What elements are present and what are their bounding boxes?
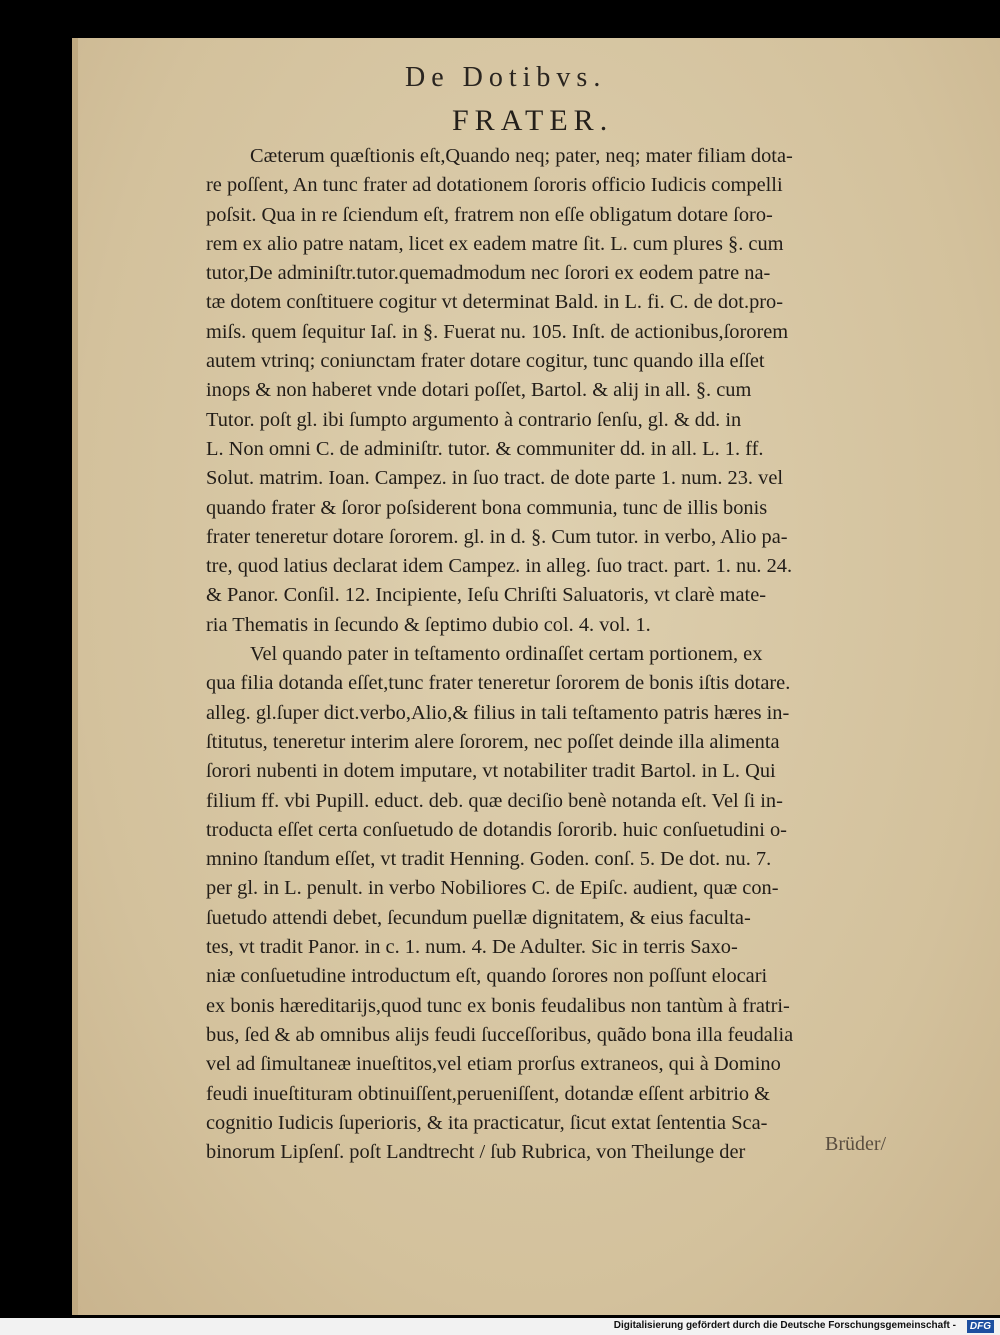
text-line: ex bonis hæreditarijs,quod tunc ex bonis feudalibus non tantùm à fratri- xyxy=(206,994,790,1017)
body-text xyxy=(206,142,906,1167)
text-line: frater teneretur dotare ſororem. gl. in d. §. Cum tutor. in verbo, Alio pa- xyxy=(206,525,788,548)
text-line: troducta eſſet certa conſuetudo de dotandis ſororib. huic conſuetudini o- xyxy=(206,818,787,841)
paragraph-1 xyxy=(206,142,906,640)
page-edge-shadow xyxy=(72,38,78,1315)
text-line: tre, quod latius declarat idem Campez. in alleg. ſuo tract. part. 1. nu. 24. xyxy=(206,555,793,578)
text-line: re poſſent, An tunc frater ad dotationem ſororis officio Iudicis compelli xyxy=(206,174,783,197)
text-line: inops & non haberet vnde dotari poſſet, Bartol. & alij in all. §. cum xyxy=(206,379,752,402)
text-line: Solut. matrim. Ioan. Campez. in ſuo tract. de dote parte 1. num. 23. vel xyxy=(206,467,784,490)
text-line: filium ff. vbi Pupill. educt. deb. quæ deciſio benè notanda eſt. Vel ſi in- xyxy=(206,789,783,812)
text-line: tes, vt tradit Panor. in c. 1. num. 4. De Adulter. Sic in terris Saxo- xyxy=(206,936,738,959)
paragraph-2 xyxy=(206,640,906,1167)
text-line: niæ conſuetudine introductum eſt, quando ſorores non poſſunt elocari xyxy=(206,965,768,988)
text-line: autem vtrinq; coniunctam frater dotare cogitur, tunc quando illa eſſet xyxy=(206,350,765,373)
dfg-logo: DFG xyxy=(967,1320,994,1333)
digitization-footer xyxy=(0,1318,1000,1335)
text-line: mnino ſtandum eſſet, vt tradit Henning. Goden. conſ. 5. De dot. nu. 7. xyxy=(206,848,772,871)
section-title: FRATER. xyxy=(452,104,614,137)
text-line: ſtitutus, teneretur interim alere ſororem, nec poſſet deinde illa alimenta xyxy=(206,730,780,753)
text-line: qua filia dotanda eſſet,tunc frater teneretur ſororem de bonis iſtis dotare. xyxy=(206,672,791,695)
text-line: Cæterum quæſtionis eſt,Quando neq; pater, neq; mater filiam dota- xyxy=(250,145,793,167)
text-line: alleg. gl.ſuper dict.verbo,Alio,& filius in tali teſtamento patris hæres in- xyxy=(206,701,790,724)
text-line: L. Non omni C. de adminiſtr. tutor. & communiter dd. in all. L. 1. ff. xyxy=(206,437,764,460)
text-line: miſs. quem ſequitur Iaſ. in §. Fuerat nu. 105. Inſt. de actionibus,ſororem xyxy=(206,320,789,343)
text-line: feudi inueſtituram obtinuiſſent,perueniſſent, dotandæ eſſent arbitrio & xyxy=(206,1082,771,1105)
catchword: Brüder/ xyxy=(825,1133,887,1155)
text-line: quando frater & ſoror poſsiderent bona communia, tunc de illis bonis xyxy=(206,496,768,519)
text-line: ria Thematis in ſecundo & ſeptimo dubio col. 4. vol. 1. xyxy=(206,613,651,636)
text-line: & Panor. Conſil. 12. Incipiente, Ieſu Chriſti Saluatoris, vt clarè mate- xyxy=(206,584,767,607)
text-line: binorum Lipſenſ. poſt Landtrecht / ſub Rubrica, von Theilunge der xyxy=(206,1141,746,1164)
text-line: tutor,De adminiſtr.tutor.quemadmodum nec ſorori ex eodem patre na- xyxy=(206,262,771,285)
text-line: vel ad ſimultaneæ inueſtitos,vel etiam prorſus extraneos, qui à Domino xyxy=(206,1053,781,1076)
text-line: per gl. in L. penult. in verbo Nobiliores C. de Epiſc. audient, quæ con- xyxy=(206,877,779,900)
footer-credit: Digitalisierung gefördert durch die Deutsche Forschungsgemeinschaft - xyxy=(613,1320,956,1331)
text-line: rem ex alio patre natam, licet ex eadem matre ſit. L. cum plures §. cum xyxy=(206,232,784,255)
text-line: ſorori nubenti in dotem imputare, vt notabiliter tradit Bartol. in L. Qui xyxy=(206,760,776,783)
text-line: Vel quando pater in teſtamento ordinaſſet certam portionem, ex xyxy=(250,643,763,666)
text-line: ſuetudo attendi debet, ſecundum puellæ dignitatem, & eius faculta- xyxy=(206,906,751,929)
text-line: cognitio Iudicis ſuperioris, & ita practicatur, ſicut extat ſententia Sca- xyxy=(206,1111,768,1134)
text-line: poſsit. Qua in re ſciendum eſt, fratrem non eſſe obligatum dotare ſoro- xyxy=(206,203,773,226)
text-line: bus, ſed & ab omnibus alijs feudi ſucceſſoribus, quãdo bona illa feudalia xyxy=(206,1023,794,1046)
text-line: Tutor. poſt gl. ibi ſumpto argumento à contrario ſenſu, gl. & dd. in xyxy=(206,408,742,431)
running-head: De Dotibvs. xyxy=(405,62,607,93)
text-line: tæ dotem conſtituere cogitur vt determinat Bald. in L. fi. C. de dot.pro- xyxy=(206,291,784,314)
